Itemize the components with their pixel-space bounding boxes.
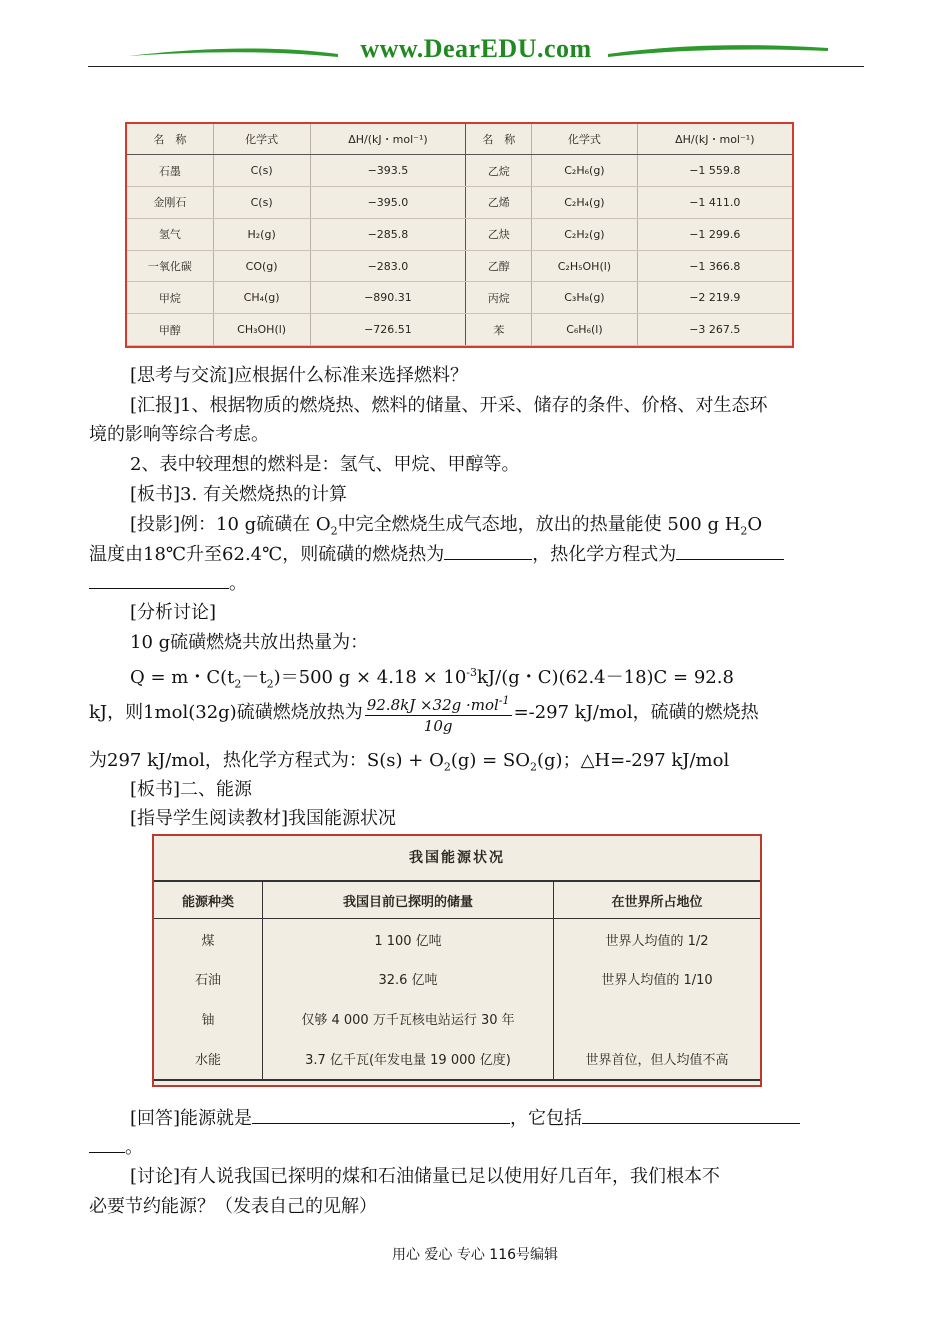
table-cell: −3 267.5	[637, 314, 792, 346]
table-cell: 世界人均值的 1/10	[601, 973, 713, 989]
fraction-denominator: 10g	[423, 716, 453, 735]
text-segment: 温度由18℃升至62.4℃，则硫磺的燃烧热为	[89, 544, 445, 565]
table-row	[127, 282, 792, 314]
table-cell: 乙炔	[466, 218, 532, 250]
page-footer: 用心 爱心 专心 116号编辑	[391, 1247, 559, 1263]
example-line-2	[89, 541, 784, 568]
header-cell: 化学式	[213, 124, 310, 155]
header-cell: ΔH/(kJ・mol⁻¹)	[310, 124, 466, 155]
subscript: 2	[740, 524, 748, 538]
text-segment: kJ，则1mol(32g)硫磺燃烧放热为	[89, 702, 363, 723]
table-cell: C(s)	[213, 155, 310, 187]
table-cell: 世界首位，但人均值不高	[554, 1038, 761, 1080]
fraction	[365, 691, 512, 736]
table-row	[154, 1038, 760, 1080]
header-cell: 在世界所占地位	[554, 881, 761, 919]
table-cell: −285.8	[310, 218, 466, 250]
subscript: 2	[530, 760, 538, 774]
text-segment: O	[747, 514, 763, 535]
text-segment: [投影]例：10 g硫磺在 O	[130, 514, 331, 535]
table-cell: −1 299.6	[637, 218, 792, 250]
table-cell: 苯	[466, 314, 532, 346]
fraction-line	[89, 690, 759, 736]
table-cell: 乙烯	[466, 187, 532, 219]
header-cell: 化学式	[532, 124, 637, 155]
example-line-3	[89, 570, 247, 597]
text-line: [板书]3. 有关燃烧热的计算	[130, 484, 347, 505]
table-cell: 32.6 亿吨	[263, 959, 554, 999]
table-cell: C₂H₆(g)	[532, 155, 637, 187]
table-cell: H₂(g)	[213, 218, 310, 250]
fraction-numerator	[365, 691, 512, 716]
answer-blank[interactable]	[444, 541, 532, 560]
table-cell	[554, 999, 761, 1039]
table-cell: 甲烷	[127, 282, 213, 314]
table-cell: 乙醇	[466, 250, 532, 282]
table-cell: CH₄(g)	[213, 282, 310, 314]
table-cell: C(s)	[213, 187, 310, 219]
header-cell: 名 称	[466, 124, 532, 155]
table-row	[127, 314, 792, 346]
text-segment: ，热化学方程式为	[532, 544, 677, 565]
answer-blank[interactable]	[89, 1134, 125, 1153]
energy-status-table	[152, 834, 762, 1087]
text-segment: [回答]能源就是	[130, 1108, 253, 1129]
table-cell: 石油	[154, 959, 263, 999]
answer-blank[interactable]	[252, 1105, 510, 1124]
text-segment: )＝500 g × 4.18 × 10	[273, 667, 467, 688]
site-logo-text[interactable]: www.DearEDU.com	[360, 34, 592, 63]
table-cell: 氢气	[127, 218, 213, 250]
header-cell: 名 称	[127, 124, 213, 155]
table-cell: 世界人均值的 1/2	[605, 933, 709, 949]
table-row	[127, 187, 792, 219]
table-cell: −2 219.9	[637, 282, 792, 314]
text-segment: 。	[229, 573, 247, 594]
table-cell: C₂H₅OH(l)	[532, 250, 637, 282]
text-line: [讨论]有人说我国已探明的煤和石油储量已足以使用好几百年，我们根本不	[130, 1166, 721, 1187]
text-line: 必要节约能源？（发表自己的见解）	[89, 1196, 377, 1217]
table-cell: 仅够 4 000 万千瓦核电站运行 30 年	[263, 999, 554, 1039]
table-row	[127, 250, 792, 282]
table-cell: CH₃OH(l)	[213, 314, 310, 346]
subscript: 2	[443, 760, 451, 774]
numerator-text: 92.8kJ ×32g ·mol	[366, 695, 499, 714]
table-cell: C₂H₂(g)	[532, 218, 637, 250]
table-cell: −726.51	[310, 314, 466, 346]
table-cell: 一氧化碳	[127, 250, 213, 282]
table-cell: 石墨	[127, 155, 213, 187]
text-segment: =-297 kJ/mol，硫磺的燃烧热	[513, 702, 759, 723]
table-cell: 铀	[154, 999, 263, 1039]
text-line: [指导学生阅读教材]我国能源状况	[130, 808, 397, 829]
combustion-heat-table	[125, 122, 794, 348]
table-cell: −1 559.8	[637, 155, 792, 187]
table-cell: C₂H₄(g)	[532, 187, 637, 219]
text-line: [板书]二、能源	[130, 779, 253, 800]
table-row	[154, 919, 760, 960]
superscript: -3	[466, 666, 477, 679]
text-line: [汇报]1、根据物质的燃烧热、燃料的储量、开采、储存的条件、价格、对生态环	[130, 395, 768, 416]
table-cell: −283.0	[310, 250, 466, 282]
text-segment: Q = m・C(t	[130, 667, 235, 688]
table-cell: 煤	[154, 919, 263, 960]
table-cell: −890.31	[310, 282, 466, 314]
text-segment: (g) = SO	[450, 750, 531, 771]
text-line: [思考与交流]应根据什么标准来选择燃料？	[130, 365, 469, 386]
text-segment: kJ/(g・C)(62.4－18)C = 92.8	[477, 667, 734, 688]
answer-blank[interactable]	[676, 541, 784, 560]
table-row	[154, 959, 760, 999]
header-cell: 我国目前已探明的储量	[263, 881, 554, 919]
table-cell: 1 100 亿吨	[263, 919, 554, 960]
table-cell: CO(g)	[213, 250, 310, 282]
text-segment: －t	[241, 667, 267, 688]
text-line: 10 g硫磺燃烧共放出热量为：	[130, 632, 369, 653]
answer-line	[130, 1105, 800, 1132]
answer-line-2	[89, 1134, 143, 1161]
text-segment: 为297 kJ/mol，热化学方程式为：S(s) + O	[89, 750, 444, 771]
table-cell: 3.7 亿千瓦(年发电量 19 000 亿度)	[263, 1038, 554, 1080]
header-divider	[88, 66, 864, 67]
table-cell: 水能	[154, 1038, 263, 1080]
table-cell: −1 411.0	[637, 187, 792, 219]
subscript: 2	[234, 677, 242, 691]
table-row	[127, 155, 792, 187]
table-cell: 乙烷	[466, 155, 532, 187]
text-segment: 。	[125, 1137, 143, 1158]
table-cell: C₆H₆(l)	[532, 314, 637, 346]
text-line: 境的影响等综合考虑。	[89, 424, 269, 445]
table-cell: −1 366.8	[637, 250, 792, 282]
table-header-row	[154, 881, 760, 919]
table-header-row	[127, 124, 792, 155]
equation-line	[89, 748, 729, 781]
header-cell: ΔH/(kJ・mol⁻¹)	[637, 124, 792, 155]
text-line: [分析讨论]	[130, 602, 217, 623]
text-segment: ，它包括	[510, 1108, 583, 1129]
subscript: 2	[330, 524, 338, 538]
table-cell: C₃H₈(g)	[532, 282, 637, 314]
table-cell: 丙烷	[466, 282, 532, 314]
answer-blank[interactable]	[89, 570, 229, 589]
answer-blank[interactable]	[582, 1105, 800, 1124]
table-cell: 甲醇	[127, 314, 213, 346]
header-cell: 能源种类	[154, 881, 263, 919]
example-line	[130, 512, 762, 545]
table-cell: −393.5	[310, 155, 466, 187]
table-cell: 金刚石	[127, 187, 213, 219]
page-header	[88, 28, 864, 72]
text-line: 2、表中较理想的燃料是：氢气、甲烷、甲醇等。	[130, 454, 520, 475]
text-segment: (g)；△H=-297 kJ/mol	[537, 750, 730, 771]
table-row	[154, 999, 760, 1039]
text-segment: 中完全燃烧生成气态地，放出的热量能使 500 g H	[337, 514, 741, 535]
table-caption: 我国能源状况	[409, 850, 505, 866]
subscript: 2	[266, 677, 274, 691]
superscript: -1	[498, 693, 510, 707]
table-row	[127, 218, 792, 250]
table-cell: −395.0	[310, 187, 466, 219]
